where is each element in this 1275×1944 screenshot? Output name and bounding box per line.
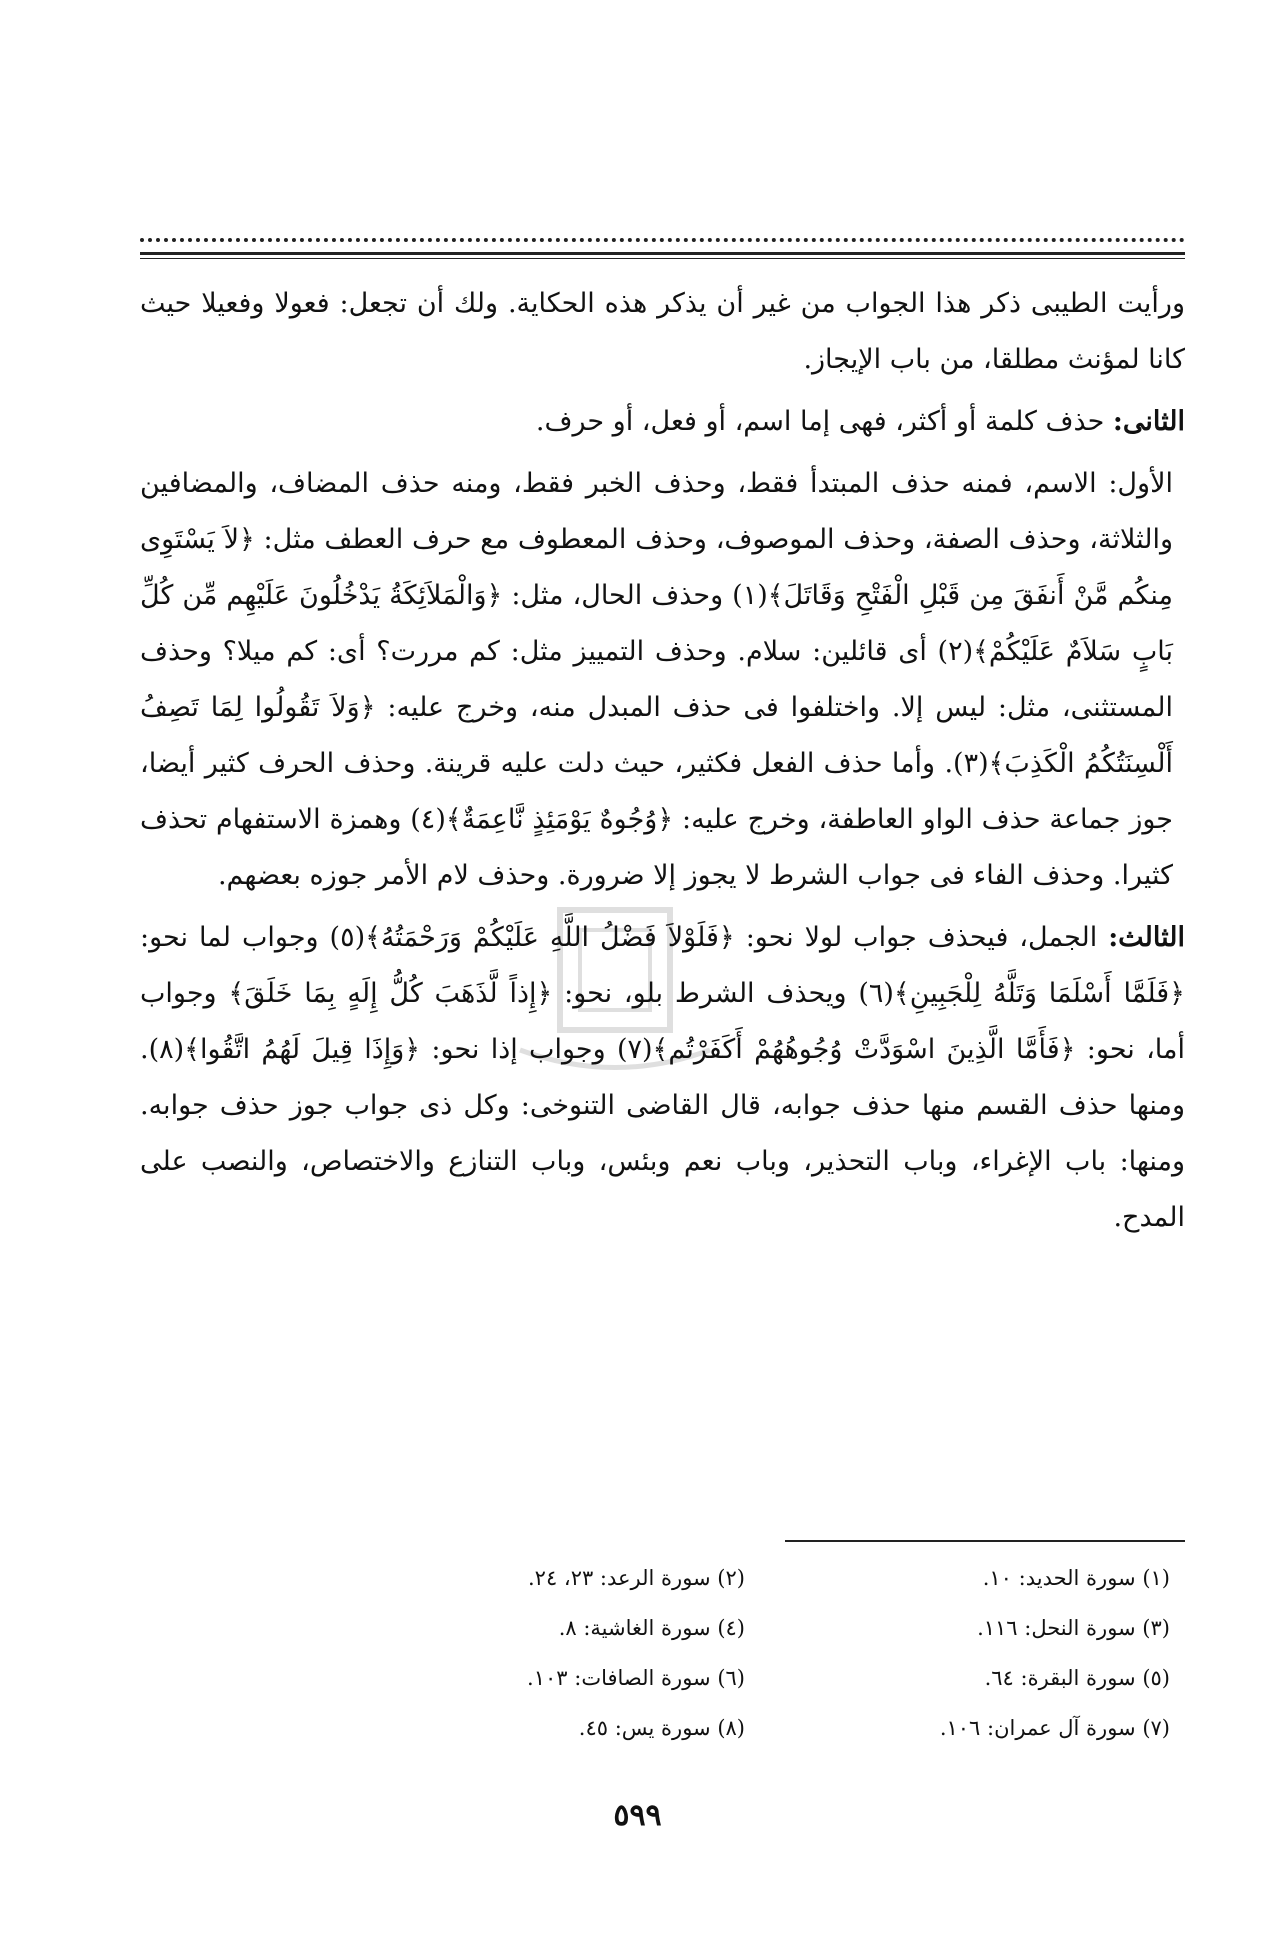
footnote-4: (٤) سورة الغاشية: ٨. [558, 1616, 745, 1640]
footnote-2: (٢) سورة الرعد: ٢٣، ٢٤. [527, 1566, 745, 1590]
footnote-separator [785, 1540, 1185, 1542]
footnote-6: (٦) سورة الصافات: ١٠٣. [527, 1666, 745, 1690]
footnote-1: (١) سورة الحديد: ١٠. [982, 1566, 1170, 1590]
header-rule-thin [140, 258, 1185, 259]
paragraph-1 [140, 276, 1185, 388]
paragraph-text: حذف كلمة أو أكثر، فهى إما اسم، أو فعل، أو حرف. [535, 406, 1113, 437]
footnote-8: (٨) سورة يس: ٤٥. [578, 1716, 745, 1740]
paragraph-text: ورأيت الطيبى ذكر هذا الجواب من غير أن يذكر هذه الحكاية. ولك أن تجعل: فعولا وفعيلا حيث كانا لمؤنث مطلقا، من باب الإيجاز. [140, 288, 1185, 375]
footnotes [360, 1560, 1170, 1746]
header-dotted-rule [140, 238, 1185, 242]
paragraph-2 [140, 394, 1185, 450]
paragraph-lead: الثالث: [1108, 922, 1185, 953]
footnote-3: (٣) سورة النحل: ١١٦. [977, 1616, 1170, 1640]
page-number: ٥٩٩ [613, 1798, 662, 1833]
main-text [140, 276, 1185, 1252]
paragraph-3 [140, 456, 1185, 904]
footnote-5: (٥) سورة البقرة: ٦٤. [984, 1666, 1170, 1690]
paragraph-lead: الثانى: [1112, 406, 1185, 437]
paragraph-text: الأول: الاسم، فمنه حذف المبتدأ فقط، وحذف الخبر فقط، ومنه حذف المضاف، والمضافين والثلاثة، وحذف الصفة، وحذف الموصوف، وحذف المعطوف مع حرف العطف مثل: ﴿لاَ يَسْتَوِى مِنكُم مَّنْ أَنفَقَ مِن قَبْلِ الْفَتْحِ وَقَاتَلَ﴾(١) وحذف الحال، مثل: ﴿وَالْمَلاَئِكَةُ يَدْخُلُونَ عَلَيْهِم مِّن كُلِّ بَابٍ سَلاَمٌ عَلَيْكُمْ﴾(٢) أى قائلين: سلام. وحذف التمييز مثل: كم مررت؟ أى: كم ميلا؟ وحذف المستثنى، مثل: ليس إلا. واختلفوا فى حذف المبدل منه، وخرج عليه: ﴿وَلاَ تَقُولُوا لِمَا تَصِفُ أَلْسِنَتُكُمُ الْكَذِبَ﴾(٣). وأما حذف الفعل فكثير، حيث دلت عليه قرينة. وحذف الحرف كثير أيضا، جوز جماعة حذف الواو العاطفة، وخرج عليه: ﴿وُجُوهٌ يَوْمَئِذٍ نَّاعِمَةٌ﴾(٤) وهمزة الاستفهام تحذف كثيرا. وحذف الفاء فى جواب الشرط لا يجوز إلا ضرورة. وحذف لام الأمر جوزه بعضهم. [140, 468, 1173, 891]
paragraph-4 [140, 910, 1185, 1246]
footnote-7: (٧) سورة آل عمران: ١٠٦. [939, 1716, 1170, 1740]
paragraph-text: الجمل، فيحذف جواب لولا نحو: ﴿فَلَوْلاَ فَضْلُ اللَّهِ عَلَيْكُمْ وَرَحْمَتُهُ﴾(٥) وجواب لما نحو: ﴿فَلَمَّا أَسْلَمَا وَتَلَّهُ لِلْجَبِينِ﴾(٦) ويحذف الشرط بلو، نحو: ﴿إِذاً لَّذَهَبَ كُلُّ إِلَهٍ بِمَا خَلَقَ﴾ وجواب أما، نحو: ﴿فَأَمَّا الَّذِينَ اسْوَدَّتْ وُجُوهُهُمْ أَكَفَرْتُم﴾(٧) وجواب إذا نحو: ﴿وَإِذَا قِيلَ لَهُمُ اتَّقُوا﴾(٨). ومنها حذف القسم منها حذف جوابه، قال القاضى التنوخى: وكل ذى جواب جوز حذف جوابه. ومنها: باب الإغراء، وباب التحذير، وباب نعم وبئس، وباب التنازع والاختصاص، والنصب على المدح. [140, 922, 1185, 1233]
header-rule-thick [140, 252, 1185, 255]
